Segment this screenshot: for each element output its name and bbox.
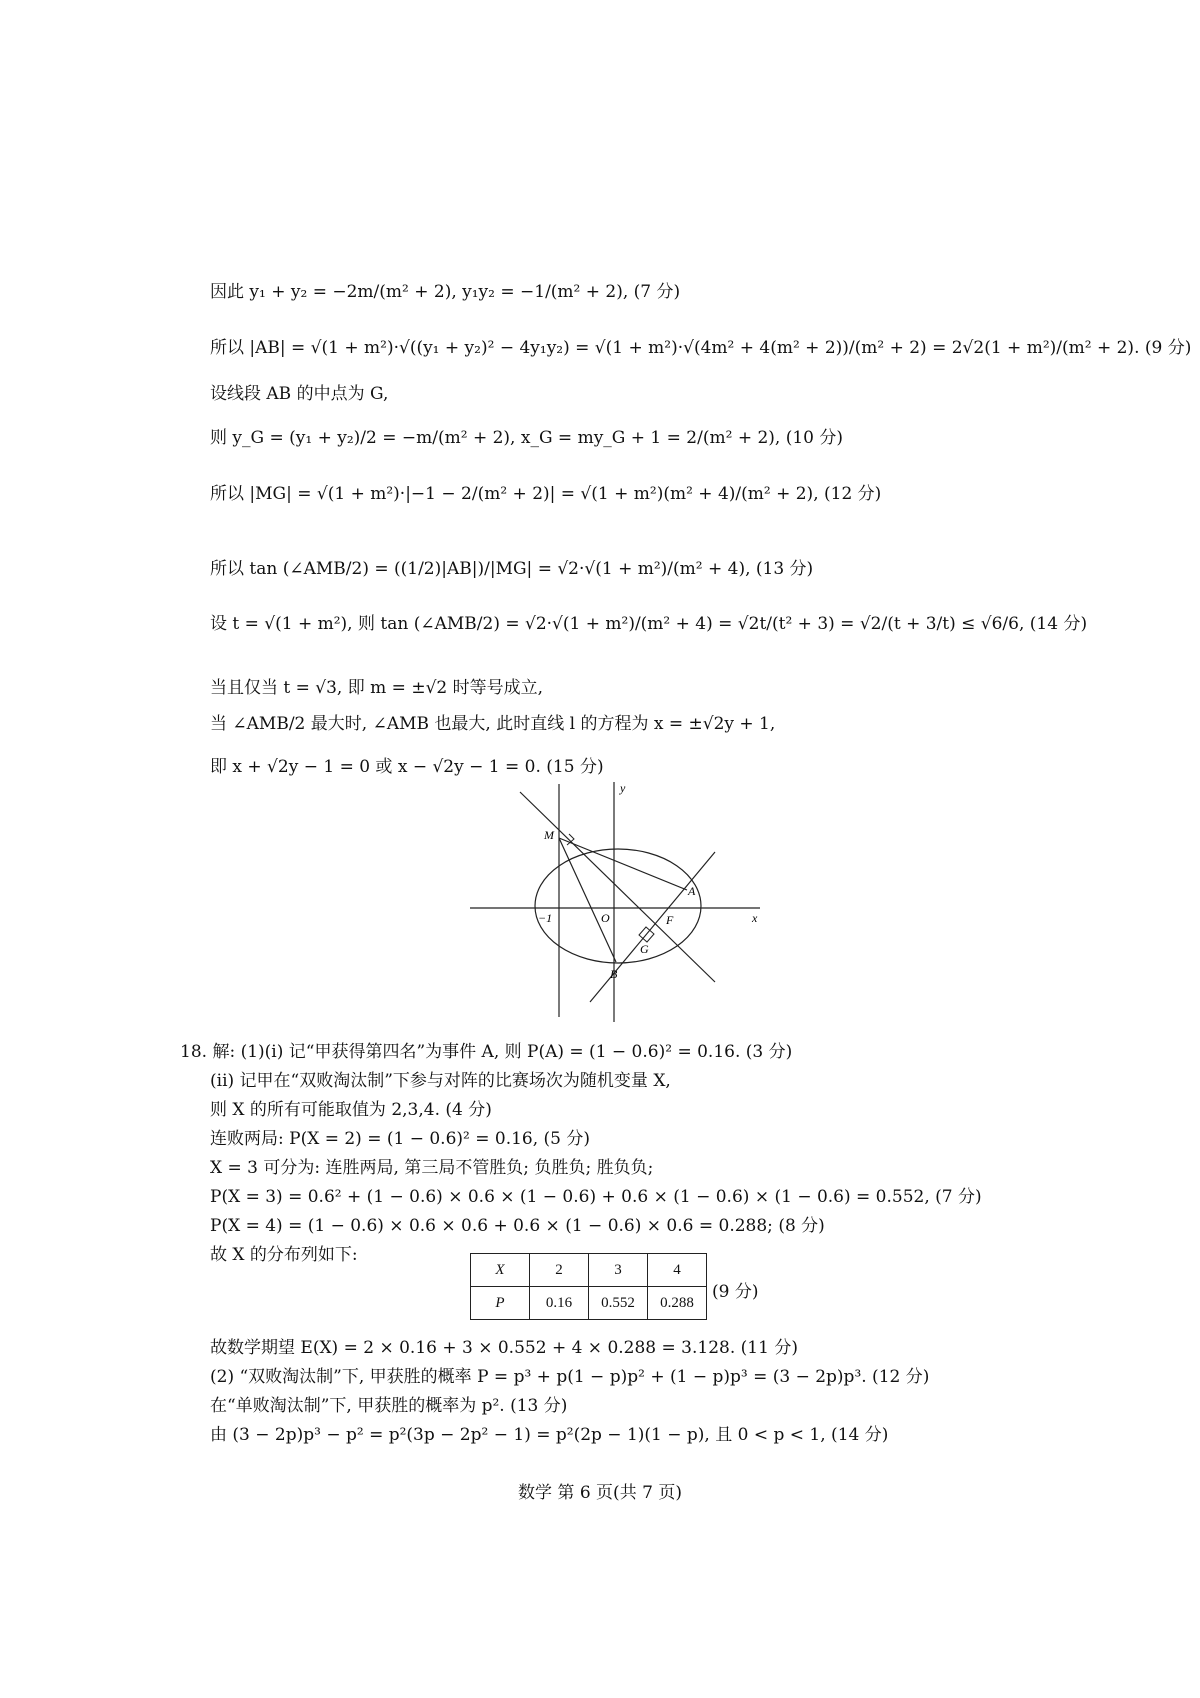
solution-17-line-4: 则 y_G = (y₁ + y₂)/2 = −m/(m² + 2), x_G = my_G + 1 = 2/(m² + 2), (10 分) bbox=[210, 428, 844, 448]
solution-18-line-6: P(X = 3) = 0.6² + (1 − 0.6) × 0.6 × (1 − 0.6) + 0.6 × (1 − 0.6) × (1 − 0.6) = 0.552, (7 分) bbox=[210, 1187, 982, 1207]
solution-17-line-1: 因此 y₁ + y₂ = −2m/(m² + 2), y₁y₂ = −1/(m² + 2), (7 分) bbox=[210, 282, 681, 302]
solution-17-line-8: 当且仅当 t = √3, 即 m = ±√2 时等号成立, bbox=[210, 678, 544, 698]
label-f: F bbox=[666, 913, 674, 927]
solution-18-line-2: (ii) 记甲在“双败淘汰制”下参与对阵的比赛场次为随机变量 X, bbox=[210, 1071, 671, 1091]
table-cell: 4 bbox=[648, 1254, 707, 1287]
label-a: A bbox=[688, 884, 696, 898]
page-footer: 数学 第 6 页(共 7 页) bbox=[518, 1483, 682, 1503]
ellipse-figure bbox=[470, 782, 770, 1022]
table-cell: 0.16 bbox=[530, 1287, 589, 1320]
table-cell: 0.552 bbox=[589, 1287, 648, 1320]
solution-18-line-1: 18. 解: (1)(i) 记“甲获得第四名”为事件 A, 则 P(A) = (1 − 0.6)² = 0.16. (3 分) bbox=[180, 1042, 793, 1062]
solution-18-after-line-2: (2) “双败淘汰制”下, 甲获胜的概率 P = p³ + p(1 − p)p² + (1 − p)p³ = (3 − 2p)p³. (12 分) bbox=[210, 1367, 930, 1387]
label-b: B bbox=[610, 967, 618, 981]
ellipse bbox=[535, 849, 701, 963]
solution-18-after-line-4: 由 (3 − 2p)p³ − p² = p²(3p − 2p² − 1) = p²(2p − 1)(1 − p), 且 0 < p < 1, (14 分) bbox=[210, 1425, 889, 1445]
solution-17-line-10: 即 x + √2y − 1 = 0 或 x − √2y − 1 = 0. (15 分) bbox=[210, 757, 604, 777]
solution-18-line-8: 故 X 的分布列如下: bbox=[210, 1245, 358, 1265]
table-cell: 2 bbox=[530, 1254, 589, 1287]
solution-18-line-7: P(X = 4) = (1 − 0.6) × 0.6 × 0.6 + 0.6 × (1 − 0.6) × 0.6 = 0.288; (8 分) bbox=[210, 1216, 825, 1236]
solution-17-line-7: 设 t = √(1 + m²), 则 tan (∠AMB/2) = √2·√(1 + m²)/(m² + 4) = √2t/(t² + 3) = √2/(t + 3/t) ≤ √6/6, (14 分) bbox=[210, 614, 1088, 634]
solution-17-line-9: 当 ∠AMB/2 最大时, ∠AMB 也最大, 此时直线 l 的方程为 x = ±√2y + 1, bbox=[210, 714, 776, 734]
label-minus-one: −1 bbox=[538, 911, 553, 925]
solution-18-line-3: 则 X 的所有可能取值为 2,3,4. (4 分) bbox=[210, 1100, 492, 1120]
solution-18-line-5: X = 3 可分为: 连胜两局, 第三局不管胜负; 负胜负; 胜负负; bbox=[210, 1158, 654, 1178]
line-l bbox=[590, 852, 715, 1002]
table-cell: P bbox=[471, 1287, 530, 1320]
solution-18-line-4: 连败两局: P(X = 2) = (1 − 0.6)² = 0.16, (5 分) bbox=[210, 1129, 591, 1149]
table-cell: 0.288 bbox=[648, 1287, 707, 1320]
solution-17-line-3: 设线段 AB 的中点为 G, bbox=[210, 384, 389, 404]
table-cell: 3 bbox=[589, 1254, 648, 1287]
label-o: O bbox=[601, 911, 610, 925]
table-row bbox=[471, 1254, 707, 1287]
solution-17-line-5: 所以 |MG| = √(1 + m²)·|−1 − 2/(m² + 2)| = √(1 + m²)(m² + 4)/(m² + 2), (12 分) bbox=[210, 484, 882, 504]
distribution-table bbox=[470, 1253, 707, 1320]
solution-17-line-6: 所以 tan (∠AMB/2) = ((1/2)|AB|)/|MG| = √2·√(1 + m²)/(m² + 4), (13 分) bbox=[210, 559, 814, 579]
label-g: G bbox=[640, 942, 649, 956]
label-x: x bbox=[752, 911, 758, 925]
label-y: y bbox=[620, 782, 626, 795]
table-score-note: (9 分) bbox=[712, 1282, 759, 1302]
table-cell: X bbox=[471, 1254, 530, 1287]
segment-ma bbox=[559, 838, 687, 890]
solution-18-after-line-3: 在“单败淘汰制”下, 甲获胜的概率为 p². (13 分) bbox=[210, 1396, 568, 1416]
table-row bbox=[471, 1287, 707, 1320]
label-m: M bbox=[544, 828, 554, 842]
segment-mb bbox=[559, 838, 616, 962]
solution-17-line-2: 所以 |AB| = √(1 + m²)·√((y₁ + y₂)² − 4y₁y₂) = √(1 + m²)·√(4m² + 4(m² + 2))/(m² + 2) = 2√2(1 + m²)/(m² + 2). (9 分) bbox=[210, 338, 1192, 358]
solution-18-after-line-1: 故数学期望 E(X) = 2 × 0.16 + 3 × 0.552 + 4 × 0.288 = 3.128. (11 分) bbox=[210, 1338, 798, 1358]
